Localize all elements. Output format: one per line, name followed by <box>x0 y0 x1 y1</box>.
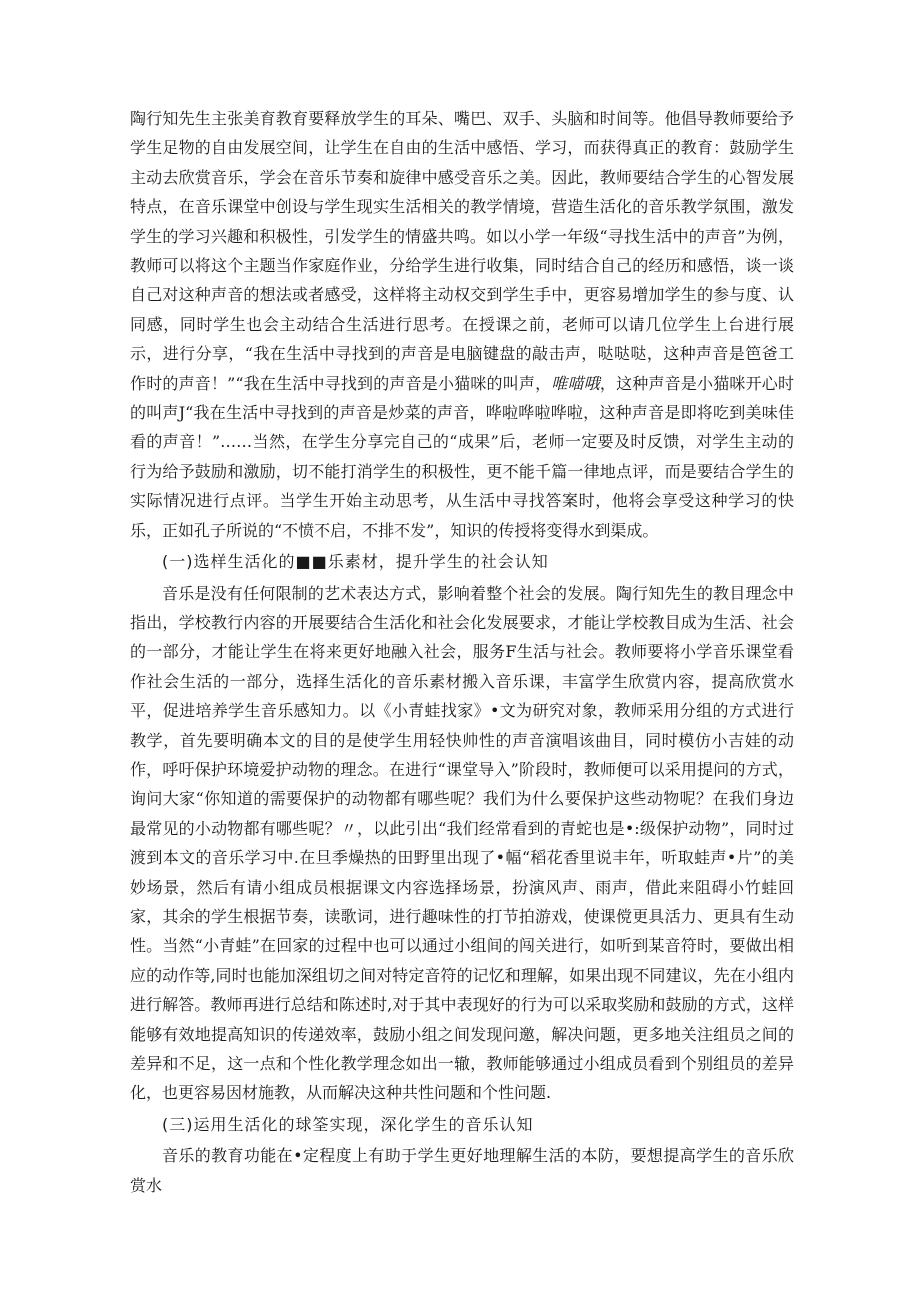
document-page <box>130 104 794 1200</box>
body-paragraph: 音乐是没有任何限制的艺术表达方式，影响着整个社会的发展。陶行知先生的教目理念中指出，学校教行内容的开展要结合生活化和社会化发展要求，才能让学校教目成为生活、社会的一部分，才能让学生在将来更好地融入社会，服务F生活与社会。教师要将小学音乐课堂看作社会生活的一部分，选择生活化的音乐素材搬入音乐课，丰富学生欣赏内容，提高欣赏水平，促进培养学生音乐感知力。以《小青蛙找家》•文为研究对象，教师采用分组的方式进行教学，首先要明确本文的目的是使学生用轻快帅性的声音演唱该曲目，同时模仿小吉娃的动作，呼吁保护环境爱护动物的理念。在进行“课堂导入”阶段时，教师便可以采用提问的方式，询问大家“你知道的需要保护的动物都有哪些呢？我们为什么要保护这些动物呢？在我们身边最常见的小动物都有哪些呢？〃，以此引出“我们经常看到的青蛇也是•:级保护动物”，同时过渡到本文的音乐学习中.在旦季燥热的田野里出现了•幅“稻花香里说丰年，听取蛙声•片”的美妙场景，然后有请小组成员根据课文内容选择场景，扮演风声、雨声，借此来阻碍小竹蛙回家，其余的学生根据节奏，读歌词，进行趣味性的打节拍游戏，使课傥更具活力、更具有生动性。当然“小青蛙”在回家的过程中也可以通过小组间的闯关进行，如听到某音符时，要做出相应的动作等,同时也能加深组切之间对特定音符的记忆和理解，如果出现不同建议，先在小组内进行解答。教师再进行总结和陈述时,对于其中表现好的行为可以采取奖励和鼓励的方式，这样能够有效地提高知识的传递效率，鼓励小组之间发现问邀，解决问题，更多地关注组员之间的差异和不足，这一点和个性化教学理念如出一辙，教师能够通过小组成员看到个别组员的差异化，也更容易因材施教，从而解决这种共性问题和个性问题. <box>130 583 794 1103</box>
paragraph-text: 陶行知先生主张美育教育要释放学生的耳朵、嘴巴、双手、头脑和时间等。他倡导教师要给予学生足物的自由发展空间，让学生在自由的生活中感悟、学习，而获得真正的教育：鼓励学生主动去欣赏音乐，学会在音乐节奏和旋律中感受音乐之美。因此，教师要结合学生的心智发展特点，在音乐课堂中创设与学生现实生活相关的教学情境，营造生活化的音乐教学氛围，激发学生的学习兴趣和积极性，引发学生的情盛共鸣。如以小学一年级“寻找生活中的声音”为例，教师可以将这个主题当作家庭作业，分给学生进行收集，同时结合自己的经历和感悟，谈一谈自己对这种声音的想法或者感受，这样将主动权交到学生手中，更容易增加学生的参与度、认同感，同时学生也会主动结合生活进行思考。在授课之前，老师可以请几位学生上台进行展示，进行分享，“我在生活中寻找到的声音是电脑键盘的敲击声，哒哒哒，这种声音是笆爸工作时的声音！”“我在生活中寻找到的声音是小猫咪的叫声， <box>130 109 794 393</box>
body-paragraph: 音乐的教育功能在•定程度上有助于学生更好地理解生活的本防，要想提高学生的音乐欣赏水 <box>130 1146 794 1195</box>
body-paragraph <box>130 104 794 545</box>
emphasized-text: 唯喵哦 <box>551 373 600 393</box>
section-heading: (三)运用生活化的球筌实现，深化学生的音乐认知 <box>162 1114 534 1134</box>
section-heading: (一)选样生活化的■■乐素材，提升学生的社会认知 <box>162 552 549 572</box>
paragraph-text: ，这种声音是小猫咪开心时的叫声J“我在生活中寻找到的声音是炒菜的声音，哗啦哗啦哗啦，这种声音是即将吃到美味佳看的声音！”……当然，在学生分享完自己的“成果”后，老师一定要及时反馈，对学生主动的行为给予鼓励和激励，切不能打消学生的积极性，更不能千篇一律地点评，而是要结合学生的实际情况进行点评。当学生开始主动思考，从生活中寻找答案时，他将会享受这种学习的快乐，正如孔子所说的“不愤不启，不排不发”，知识的传授将变得水到渠成。 <box>130 373 794 540</box>
